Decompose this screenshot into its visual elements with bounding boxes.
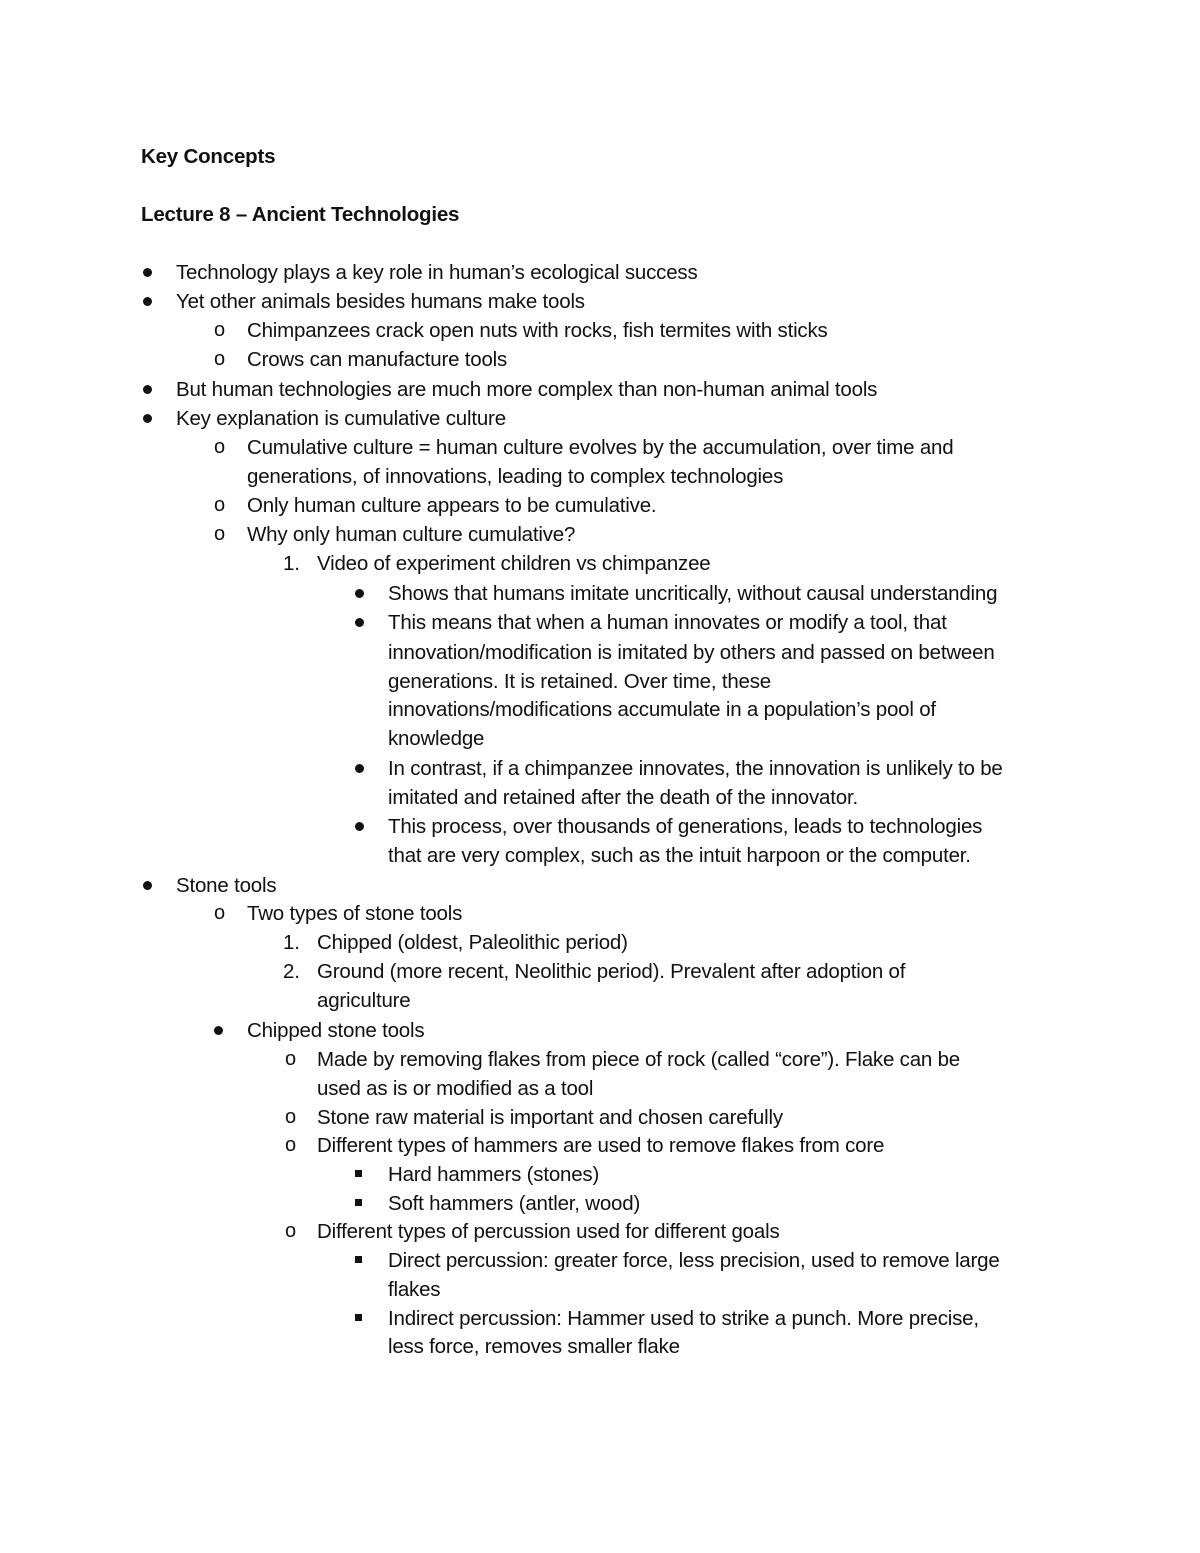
list-item: Direct percussion: greater force, less precision, used to remove large [388, 1249, 1000, 1272]
list-item: Crows can manufacture tools [247, 348, 508, 371]
list-item: knowledge [388, 727, 485, 750]
list-item: Two types of stone tools [247, 902, 463, 925]
list-item: Technology plays a key role in human’s ecological success [176, 261, 698, 284]
list-item: Indirect percussion: Hammer used to strike a punch. More precise, [388, 1307, 979, 1330]
list-item: innovations/modifications accumulate in a population’s pool of [388, 698, 936, 721]
list-item: Chipped (oldest, Paleolithic period) [317, 931, 628, 954]
square-marker [355, 1170, 362, 1177]
bullet-marker [143, 881, 152, 890]
list-item: Stone raw material is important and chosen carefully [317, 1106, 783, 1129]
list-item: Yet other animals besides humans make tools [176, 290, 585, 313]
list-item: Chipped stone tools [247, 1019, 425, 1042]
list-item: Made by removing flakes from piece of rock (called “core”). Flake can be [317, 1048, 961, 1071]
list-item: Stone tools [176, 874, 277, 897]
list-item: Only human culture appears to be cumulative. [247, 494, 657, 517]
square-marker [355, 1199, 362, 1206]
list-item: This process, over thousands of generations, leads to technologies [388, 815, 983, 838]
list-item: innovation/modification is imitated by others and passed on between [388, 641, 995, 664]
circle-marker: o [285, 1134, 297, 1156]
circle-marker: o [285, 1048, 297, 1070]
list-item: generations, of innovations, leading to complex technologies [247, 465, 784, 488]
list-item: In contrast, if a chimpanzee innovates, the innovation is unlikely to be [388, 757, 1003, 780]
list-item: Chimpanzees crack open nuts with rocks, fish termites with sticks [247, 319, 828, 342]
list-item: But human technologies are much more complex than non-human animal tools [176, 378, 878, 401]
list-item: generations. It is retained. Over time, these [388, 670, 771, 693]
square-marker [355, 1256, 362, 1263]
circle-marker: o [214, 494, 226, 516]
circle-marker: o [214, 319, 226, 341]
circle-marker: o [214, 348, 226, 370]
number-marker: 1. [283, 552, 300, 575]
list-item: Cumulative culture = human culture evolves by the accumulation, over time and [247, 436, 954, 459]
bullet-marker [143, 414, 152, 423]
list-item: Soft hammers (antler, wood) [388, 1192, 641, 1215]
square-marker [355, 1314, 362, 1321]
list-item: flakes [388, 1278, 441, 1301]
bullet-marker [355, 822, 364, 831]
list-item: Ground (more recent, Neolithic period). Prevalent after adoption of [317, 960, 906, 983]
bullet-marker [355, 618, 364, 627]
bullet-marker [214, 1026, 223, 1035]
list-item: This means that when a human innovates or modify a tool, that [388, 611, 947, 634]
list-item: less force, removes smaller flake [388, 1335, 680, 1358]
circle-marker: o [285, 1220, 297, 1242]
list-item: Different types of hammers are used to remove flakes from core [317, 1134, 885, 1157]
list-item: Key explanation is cumulative culture [176, 407, 506, 430]
circle-marker: o [214, 902, 226, 924]
number-marker: 2. [283, 960, 300, 983]
circle-marker: o [214, 436, 226, 458]
list-item: Different types of percussion used for different goals [317, 1220, 780, 1243]
list-item: Video of experiment children vs chimpanzee [317, 552, 711, 575]
bullet-marker [143, 385, 152, 394]
number-marker: 1. [283, 931, 300, 954]
list-item: used as is or modified as a tool [317, 1077, 594, 1100]
list-item: Hard hammers (stones) [388, 1163, 600, 1186]
bullet-marker [355, 764, 364, 773]
bullet-marker [143, 297, 152, 306]
bullet-marker [143, 268, 152, 277]
list-item: Why only human culture cumulative? [247, 523, 576, 546]
bullet-marker [355, 589, 364, 598]
circle-marker: o [285, 1106, 297, 1128]
list-item: agriculture [317, 989, 411, 1012]
list-item: Shows that humans imitate uncritically, without causal understanding [388, 582, 998, 605]
circle-marker: o [214, 523, 226, 545]
list-item: that are very complex, such as the intuit harpoon or the computer. [388, 844, 971, 867]
list-item: imitated and retained after the death of the innovator. [388, 786, 858, 809]
document-heading: Key Concepts [141, 145, 276, 168]
lecture-title: Lecture 8 – Ancient Technologies [141, 203, 460, 226]
